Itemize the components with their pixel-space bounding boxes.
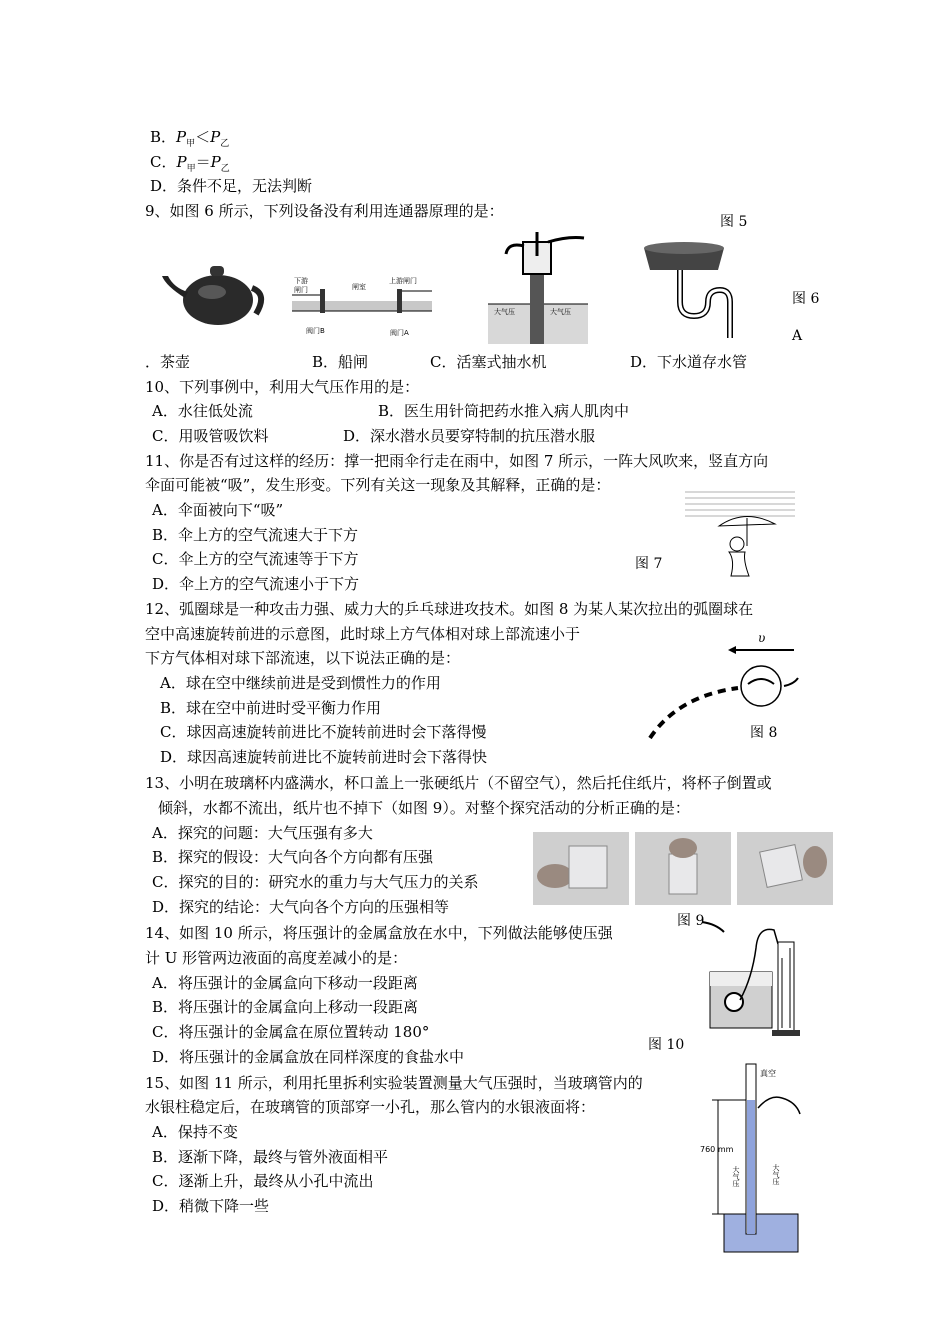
- fig6-caption: 图 6: [792, 291, 820, 307]
- q11-option-a: A．伞面被向下“吸”: [152, 501, 284, 519]
- q13-option-c: C．探究的目的：研究水的重力与大气压力的关系: [152, 873, 479, 891]
- q15-stem-line1: 15、如图 11 所示，利用托里拆利实验装置测量大气压强时，当玻璃管内的: [145, 1074, 643, 1092]
- q14-option-d: D．将压强计的金属盒放在同样深度的食盐水中: [152, 1048, 465, 1066]
- q13-stem-line2: 倾斜，水都不流出，纸片也不掉下（如图 9）。对整个探究活动的分析正确的是：: [158, 799, 690, 817]
- q8-option-b: B．$P_甲<P_乙$: [150, 128, 230, 149]
- q9-option-b: B．船闸: [312, 353, 369, 371]
- lock-label-upstream-gate: 上游闸门: [389, 277, 417, 285]
- q8-option-d: D．条件不足，无法判断: [150, 177, 313, 195]
- fig5-caption: 图 5: [720, 214, 748, 230]
- q8-option-c: C．$P_甲=P_乙$: [150, 153, 230, 174]
- q10-option-a: A．水往低处流: [152, 402, 253, 420]
- velocity-symbol: υ: [758, 631, 766, 645]
- vacuum-label: 真空: [760, 1069, 776, 1078]
- fig9-photo-2: [635, 832, 731, 905]
- q14-option-b: B．将压强计的金属盒向上移动一段距离: [152, 998, 419, 1016]
- umbrella-figure: [685, 486, 800, 582]
- lock-label-downstream: 下游: [294, 277, 308, 285]
- drain-trap-figure: [640, 240, 735, 340]
- lock-label-chamber: 闸室: [352, 283, 366, 291]
- lock-label-gate: 闸门: [294, 286, 308, 294]
- q15-option-b: B．逐渐下降，最终与管外液面相平: [152, 1148, 389, 1166]
- q14-option-c: C．将压强计的金属盒在原位置转动 180°: [152, 1023, 430, 1041]
- fig8-caption: 图 8: [750, 725, 778, 741]
- q15-option-d: D．稍微下降一些: [152, 1197, 270, 1215]
- fig10-caption: 图 10: [648, 1037, 685, 1053]
- q9-option-d: D．下水道存水管: [630, 353, 748, 371]
- q15-option-c: C．逐渐上升，最终从小孔中流出: [152, 1172, 374, 1190]
- q11-stem-line1: 11、你是否有过这样的经历：撑一把雨伞行走在雨中，如图 7 所示，一阵大风吹来，竖直方向: [145, 452, 769, 470]
- loop-ball-figure: [648, 626, 803, 744]
- q12-option-d: D．球因高速旋转前进比不旋转前进时会下落得快: [160, 748, 488, 766]
- q9-option-c: C．活塞式抽水机: [430, 353, 547, 371]
- atm-label-outside: 大气压: [772, 1164, 780, 1185]
- q10-option-d: D．深水潜水员要穿特制的抗压潜水服: [343, 427, 596, 445]
- q11-option-d: D．伞上方的空气流速小于下方: [152, 575, 360, 593]
- q10-stem: 10、下列事例中，利用大气压作用的是：: [145, 378, 420, 396]
- q13-option-b: B．探究的假设：大气向各个方向都有压强: [152, 848, 434, 866]
- q12-option-a: A．球在空中继续前进是受到惯性力的作用: [160, 674, 441, 692]
- q10-option-c: C．用吸管吸饮料: [152, 427, 269, 445]
- height-label: 760 mm: [700, 1145, 734, 1154]
- q11-option-c: C．伞上方的空气流速等于下方: [152, 550, 359, 568]
- q15-stem-line2: 水银柱稳定后，在玻璃管的顶部穿一小孔，那么管内的水银液面将：: [145, 1098, 596, 1116]
- q12-stem-line3: 下方气体相对球下部流速，以下说法正确的是：: [145, 649, 461, 667]
- q14-option-a: A．将压强计的金属盒向下移动一段距离: [152, 974, 418, 992]
- pressure-gauge-figure: [700, 918, 805, 1048]
- pump-label-right: 大气压: [550, 308, 571, 316]
- ship-lock-figure: [292, 275, 432, 340]
- lock-label-valve-a: 阀门A: [390, 329, 409, 337]
- q13-option-d: D．探究的结论：大气向各个方向的压强相等: [152, 898, 450, 916]
- q14-stem-line1: 14、如图 10 所示，将压强计的金属盒放在水中，下列做法能够使压强: [145, 924, 613, 942]
- fig7-caption: 图 7: [635, 556, 663, 572]
- q12-stem-line2: 空中高速旋转前进的示意图，此时球上方气体相对球上部流速小于: [145, 625, 581, 643]
- q15-option-a: A．保持不变: [152, 1123, 238, 1141]
- q13-stem-line1: 13、小明在玻璃杯内盛满水，杯口盖上一张硬纸片（不留空气），然后托住纸片，将杯子倒置或: [145, 774, 772, 792]
- q11-option-b: B．伞上方的空气流速大于下方: [152, 526, 359, 544]
- q14-stem-line2: 计 U 形管两边液面的高度差减小的是：: [145, 949, 408, 967]
- q12-option-b: B．球在空中前进时受平衡力作用: [160, 699, 382, 717]
- q9-stem: 9、如图 6 所示，下列设备没有利用连通器原理的是：: [145, 202, 504, 220]
- torricelli-figure: [700, 1062, 810, 1257]
- fig9-photo-1: [533, 832, 629, 905]
- fig9-photo-3: [737, 832, 833, 905]
- q11-stem-line2: 伞面可能被“吸”，发生形变。下列有关这一现象及其解释，正确的是：: [145, 476, 611, 494]
- lock-label-valve-b: 阀门B: [306, 327, 325, 335]
- q10-option-b: B．医生用针筒把药水推入病人肌肉中: [378, 402, 630, 420]
- pump-label-left: 大气压: [494, 308, 515, 316]
- q12-stem-line1: 12、弧圈球是一种攻击力强、威力大的乒乓球进攻技术。如图 8 为某人某次拉出的弧圈球在: [145, 600, 754, 618]
- piston-pump-figure: [488, 232, 588, 344]
- q9-option-a-letter: A: [792, 328, 803, 344]
- q13-option-a: A．探究的问题：大气压强有多大: [152, 824, 373, 842]
- fig9-caption: 图 9: [677, 913, 705, 929]
- atm-label-inside: 大气压: [732, 1166, 740, 1187]
- q9-option-a: ．茶壶: [145, 353, 191, 371]
- q12-option-c: C．球因高速旋转前进比不旋转前进时会下落得慢: [160, 723, 487, 741]
- teapot-figure: [160, 258, 270, 328]
